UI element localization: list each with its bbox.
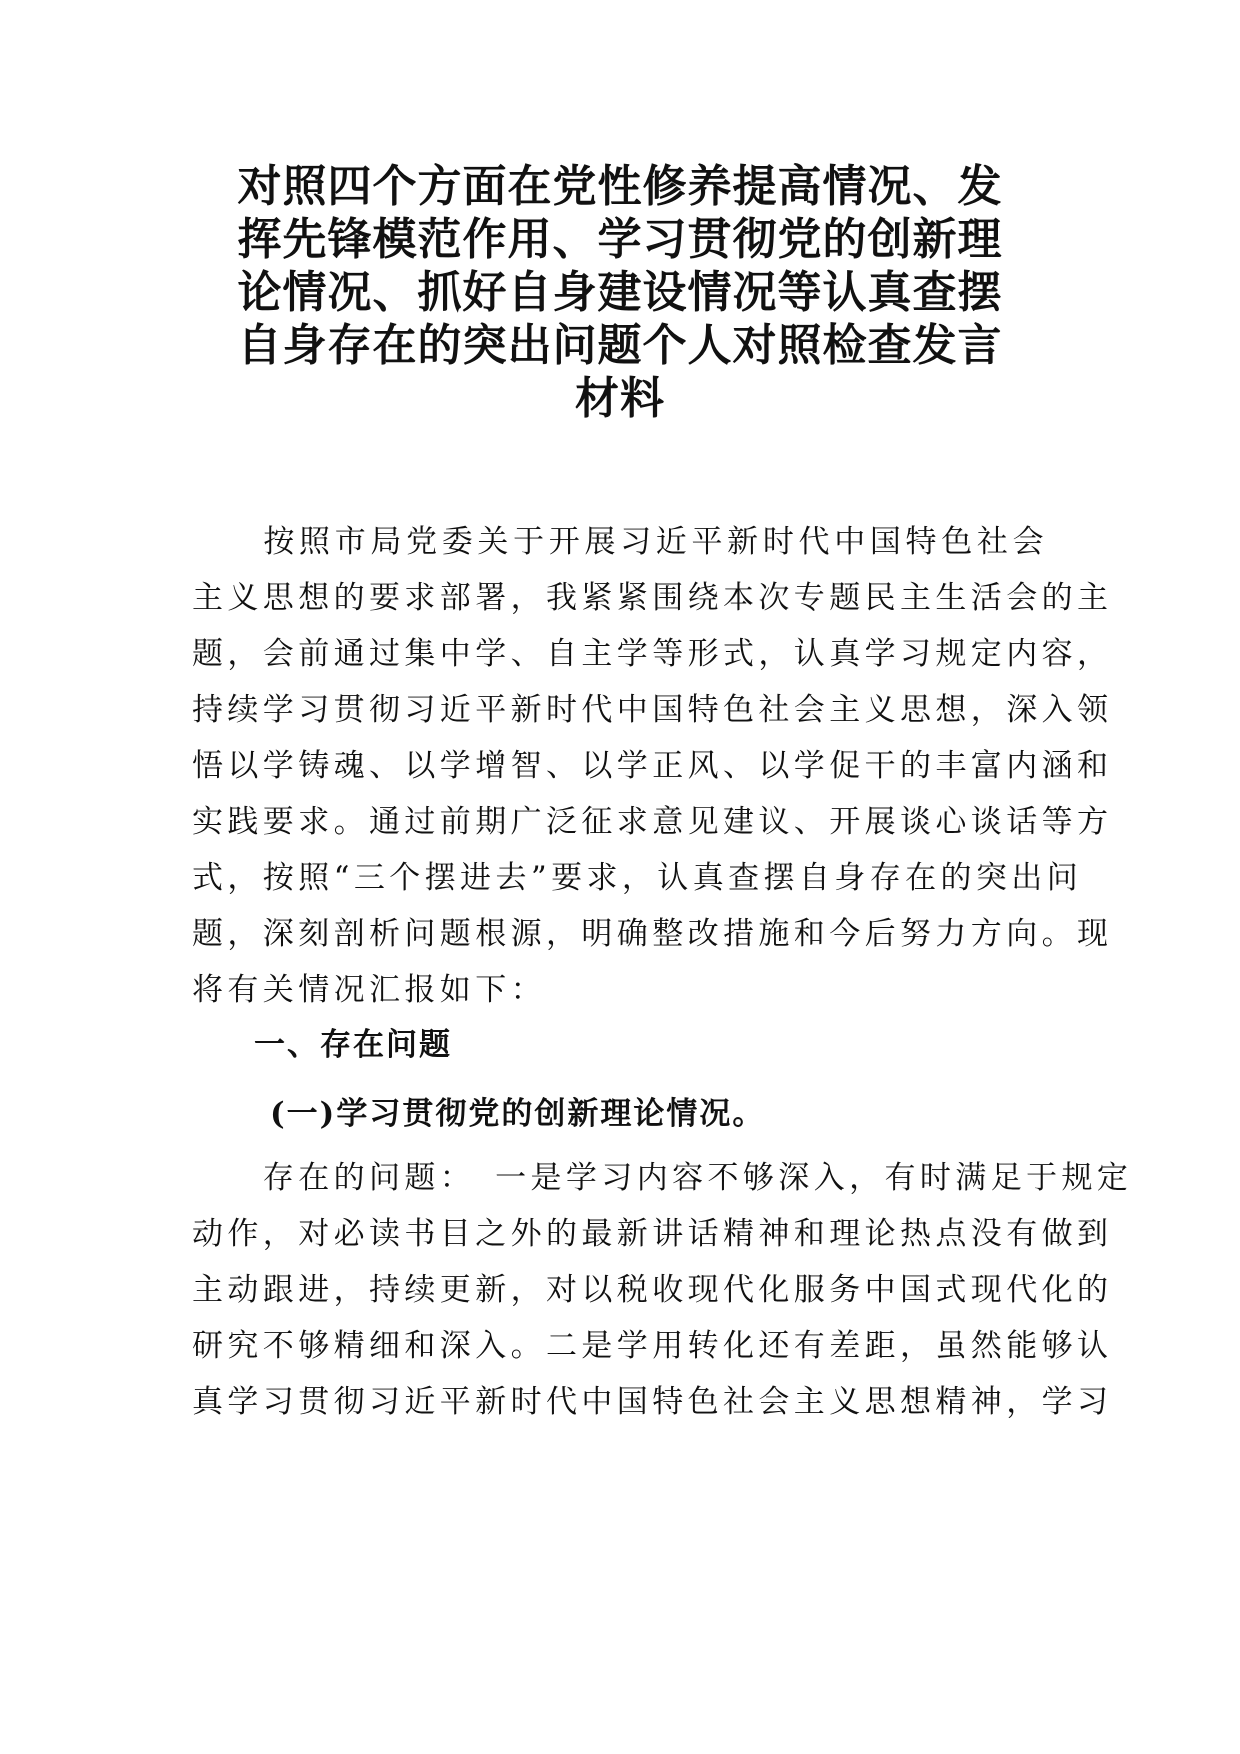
title-line: 论情况、抓好自身建设情况等认真查摆 bbox=[237, 267, 1003, 318]
paragraph-line: 真学习贯彻习近平新时代中国特色社会主义思想精神，学习 bbox=[192, 1384, 1113, 1420]
paragraph-line: 实践要求。通过前期广泛征求意见建议、开展谈心谈话等方 bbox=[192, 804, 1113, 840]
problem-paragraph bbox=[192, 1150, 1133, 1430]
intro-section bbox=[192, 514, 1113, 1018]
subsection-heading: (一)学习贯彻党的创新理论情况。 bbox=[270, 1096, 766, 1132]
paragraph-line: 主动跟进，持续更新，对以税收现代化服务中国式现代化的 bbox=[192, 1272, 1113, 1308]
document-title bbox=[190, 160, 1050, 425]
paragraph-line: 题，会前通过集中学、自主学等形式，认真学习规定内容， bbox=[192, 636, 1113, 672]
section-heading: 一、存在问题 bbox=[254, 1027, 452, 1063]
intro-paragraph bbox=[192, 514, 1113, 1018]
paragraph-line: 研究不够精细和深入。二是学用转化还有差距，虽然能够认 bbox=[192, 1328, 1113, 1364]
paragraph-line: 题，深刻剖析问题根源，明确整改措施和今后努力方向。现 bbox=[192, 916, 1113, 952]
paragraph-line: 动作，对必读书目之外的最新讲话精神和理论热点没有做到 bbox=[192, 1216, 1113, 1252]
paragraph-line: 按照市局党委关于开展习近平新时代中国特色社会 bbox=[192, 524, 1048, 560]
problem-section bbox=[192, 1150, 1133, 1430]
title-line: 挥先锋模范作用、学习贯彻党的创新理 bbox=[237, 214, 1003, 265]
paragraph-line: 主义思想的要求部署，我紧紧围绕本次专题民主生活会的主 bbox=[192, 580, 1113, 616]
paragraph-line: 式，按照“三个摆进去”要求，认真查摆自身存在的突出问 bbox=[192, 860, 1083, 896]
paragraph-line: 存在的问题： 一是学习内容不够深入，有时满足于规定 bbox=[192, 1160, 1133, 1196]
title-line: 材料 bbox=[575, 373, 665, 424]
paragraph-line: 将有关情况汇报如下： bbox=[192, 972, 546, 1008]
paragraph-line: 悟以学铸魂、以学增智、以学正风、以学促干的丰富内涵和 bbox=[192, 748, 1113, 784]
title-line: 自身存在的突出问题个人对照检查发言 bbox=[237, 320, 1003, 371]
paragraph-line: 持续学习贯彻习近平新时代中国特色社会主义思想，深入领 bbox=[192, 692, 1113, 728]
title-line: 对照四个方面在党性修养提高情况、发 bbox=[237, 161, 1003, 212]
